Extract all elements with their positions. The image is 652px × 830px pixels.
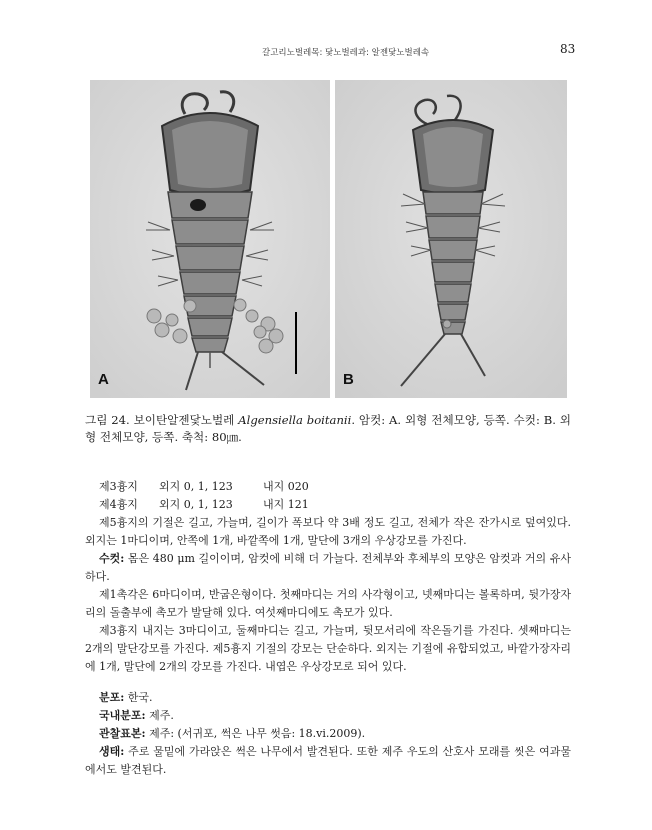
seta-exopod: 외지 0, 1, 123 <box>159 498 233 511</box>
figure-label-a: A <box>98 371 109 388</box>
info-text: 제주. <box>145 709 174 722</box>
description-body <box>85 478 571 779</box>
paragraph-antennule: 제1촉각은 6마디이며, 반굽은형이다. 첫째마디는 거의 사각형이고, 넷째마디는 볼록하며, 뒷가장자리의 돌출부에 촉모가 발달해 있다. 여섯째마디에도 촉모가 있다. <box>85 588 571 619</box>
caption-scientific-name: Algensiella boitanii <box>238 413 352 427</box>
seta-formula-row <box>85 478 571 496</box>
paragraph-p5-leg: 제5흉지의 기절은 길고, 가늘며, 길이가 폭보다 약 3배 정도 길고, 전체가 작은 잔가시로 덮여있다. 외지는 1마디이며, 안쪽에 1개, 바깥쪽에 1개, 말단에 3개의 우상강모를 가진다. <box>85 516 571 547</box>
info-label: 국내분포: <box>99 709 146 722</box>
info-label: 분포: <box>99 691 125 704</box>
info-label: 관찰표본: <box>99 727 146 740</box>
seta-formula-row <box>85 496 571 514</box>
info-domestic-distribution <box>85 707 571 725</box>
info-label: 생태: <box>99 745 125 758</box>
seta-leg: 제4흉지 <box>99 498 138 511</box>
running-title: 갈고리노벌레목: 닻노벌레과: 알젠닻노벌레속 <box>262 48 430 58</box>
male-label: 수컷: <box>99 552 125 565</box>
male-text: 몸은 480 μm 길이이며, 암컷에 비해 더 가늘다. 전체부와 후체부의 모양은 암컷과 거의 유사하다. <box>85 552 571 583</box>
paragraph-p3-leg: 제3흉지 내지는 3마디이고, 둘째마디는 길고, 가늘며, 뒷모서리에 작은돌기를 가진다. 셋째마디는 2개의 말단강모를 가진다. 제5흉지 기절의 강모는 단순하다. 외지는 기절에 유합되었고, 바깥가장자리에 1개, 말단에 2개의 강모를 가진다. 내엽은 우상강모로 되어 있다. <box>85 624 571 673</box>
info-text: 한국. <box>124 691 153 704</box>
figure-panel-a <box>90 80 330 398</box>
seta-exopod: 외지 0, 1, 123 <box>159 480 233 493</box>
page-number: 83 <box>560 42 576 56</box>
caption-suffix: . 암컷: A. 외형 전체모양, 등쪽. 수컷: B. 외형 전체모양, 등쪽. 축척: 80㎛. <box>85 413 571 444</box>
info-text: 제주: (서귀포, 썩은 나무 썻음: 18.vi.2009). <box>145 727 366 740</box>
page-header <box>0 40 652 60</box>
seta-leg: 제3흉지 <box>99 480 138 493</box>
info-material-examined <box>85 725 571 743</box>
figure-panel-b <box>335 80 567 398</box>
seta-endopod: 내지 121 <box>263 498 309 511</box>
figure-caption <box>85 412 571 446</box>
caption-prefix: 그림 24. 보이탄알젠닻노벌레 <box>85 413 239 427</box>
seta-endopod: 내지 020 <box>263 480 309 493</box>
info-distribution <box>85 689 571 707</box>
specimen-male-image <box>335 80 567 398</box>
paragraph-male <box>85 550 571 586</box>
info-text: 주로 물밑에 가라앉은 썩은 나무에서 발견된다. 또한 제주 우도의 산호사 모래를 씻은 여과물에서도 발견된다. <box>85 745 571 776</box>
info-ecology <box>85 743 571 779</box>
specimen-female-image <box>90 80 330 398</box>
figure-label-b: B <box>343 371 354 388</box>
